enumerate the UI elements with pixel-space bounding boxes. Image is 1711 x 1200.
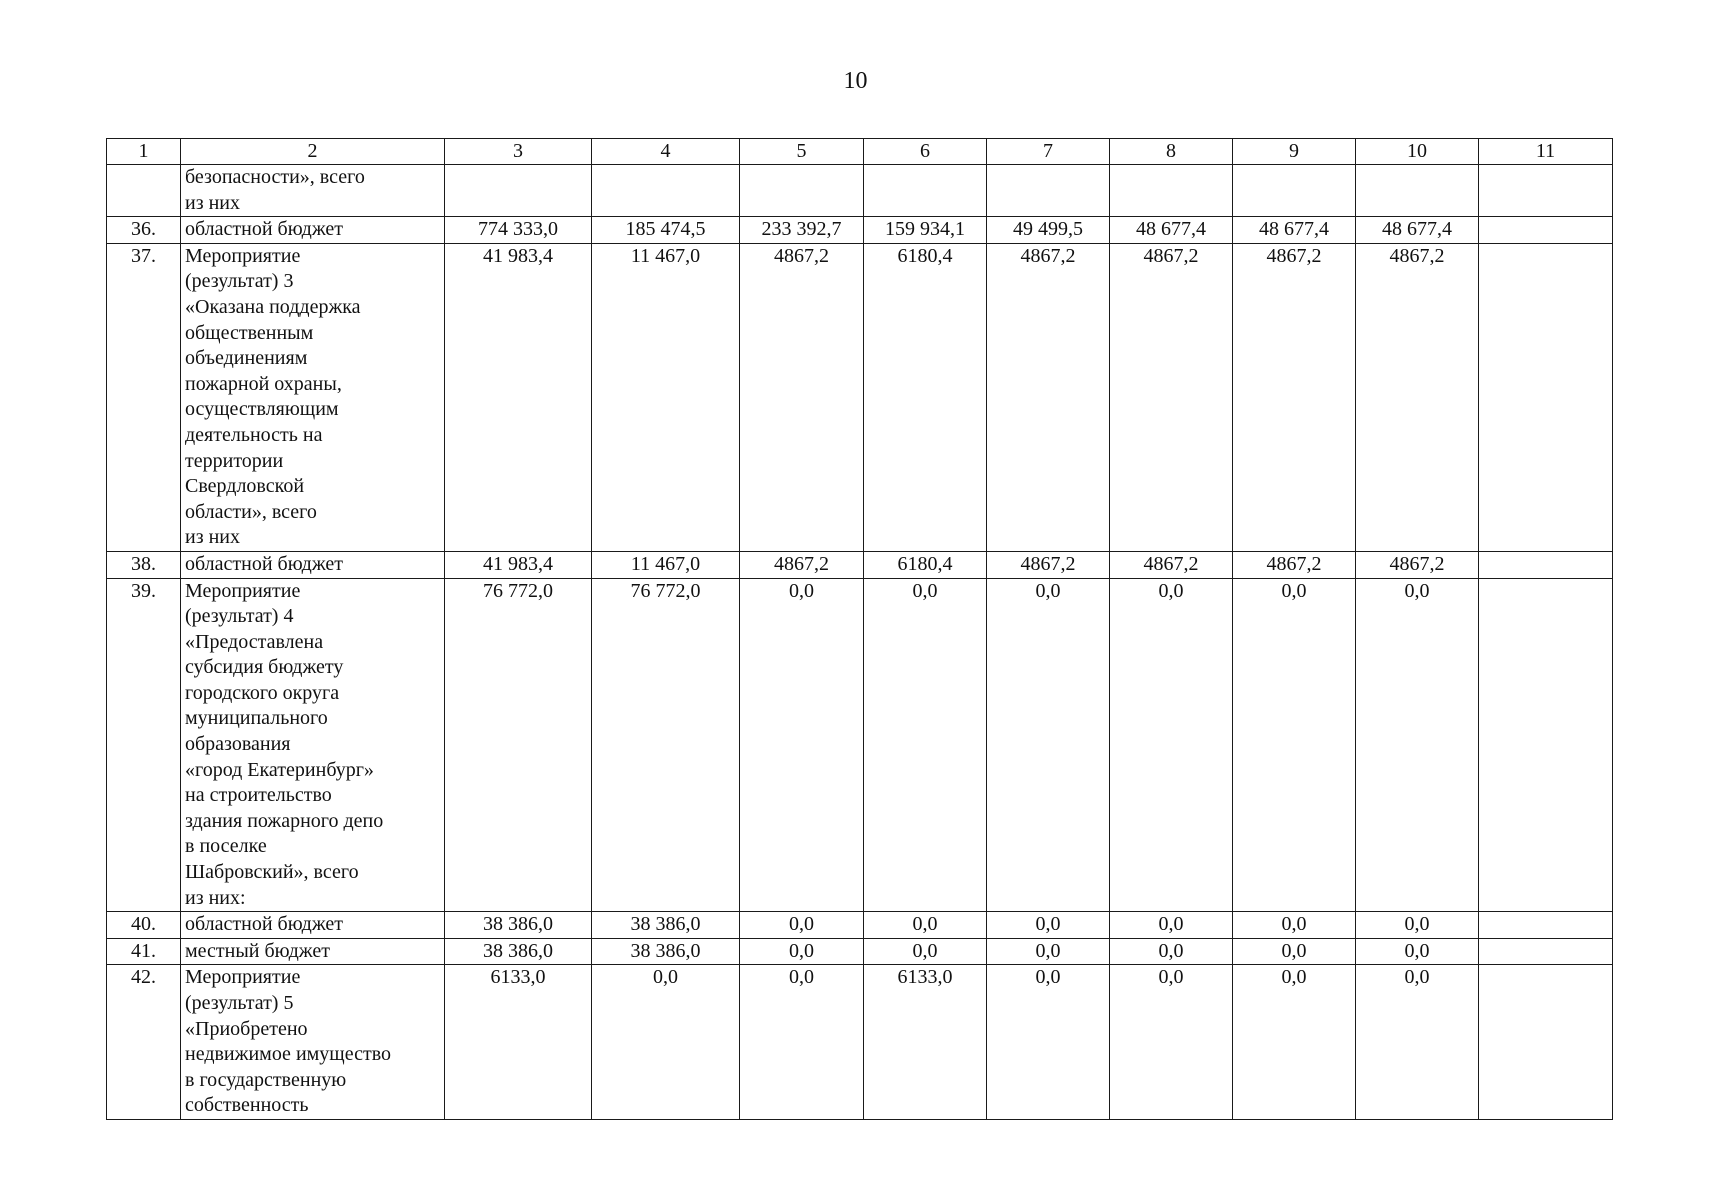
row-label-cell <box>181 965 445 1120</box>
row-label-text: областной бюджет <box>185 218 344 241</box>
value-cell-col-5: 233 392,7 <box>740 217 864 244</box>
column-number-row <box>107 139 1613 165</box>
value-cell-col-11 <box>1479 165 1613 217</box>
column-number-cell: 5 <box>740 139 864 165</box>
value-cell-col-8: 48 677,4 <box>1110 217 1233 244</box>
row-label-cell <box>181 938 445 965</box>
value-cell-col-6: 6180,4 <box>864 243 987 551</box>
value-cell-col-10: 48 677,4 <box>1356 217 1479 244</box>
value-cell-col-6 <box>864 165 987 217</box>
value-cell-col-10: 4867,2 <box>1356 551 1479 578</box>
value-cell-col-3: 41 983,4 <box>445 243 592 551</box>
column-number-cell: 6 <box>864 139 987 165</box>
column-number-cell: 2 <box>181 139 445 165</box>
value-cell-col-5 <box>740 165 864 217</box>
value-cell-col-3: 38 386,0 <box>445 912 592 939</box>
value-cell-col-9: 48 677,4 <box>1233 217 1356 244</box>
value-cell-col-4: 76 772,0 <box>592 578 740 912</box>
value-cell-col-4 <box>592 165 740 217</box>
value-cell-col-7: 4867,2 <box>987 243 1110 551</box>
value-cell-col-11 <box>1479 965 1613 1120</box>
value-cell-col-5: 4867,2 <box>740 243 864 551</box>
column-number-cell: 4 <box>592 139 740 165</box>
column-number-cell: 10 <box>1356 139 1479 165</box>
value-cell-col-4: 11 467,0 <box>592 551 740 578</box>
row-label-cell <box>181 243 445 551</box>
value-cell-col-3: 6133,0 <box>445 965 592 1120</box>
value-cell-col-5: 0,0 <box>740 578 864 912</box>
value-cell-col-11 <box>1479 551 1613 578</box>
value-cell-col-4: 185 474,5 <box>592 217 740 244</box>
value-cell-col-6: 6180,4 <box>864 551 987 578</box>
value-cell-col-3: 76 772,0 <box>445 578 592 912</box>
column-number-cell: 7 <box>987 139 1110 165</box>
value-cell-col-4: 38 386,0 <box>592 912 740 939</box>
value-cell-col-5: 4867,2 <box>740 551 864 578</box>
value-cell-col-9: 4867,2 <box>1233 243 1356 551</box>
row-label-text: Мероприятие (результат) 5 «Приобретено недвижимое имущество в государственную собственность <box>185 966 391 1117</box>
row-label-text: безопасности», всего из них <box>185 166 365 214</box>
row-label-cell <box>181 578 445 912</box>
row-label-cell <box>181 912 445 939</box>
value-cell-col-7 <box>987 165 1110 217</box>
row-number-cell: 39. <box>107 578 181 912</box>
table-row <box>107 912 1613 939</box>
value-cell-col-11 <box>1479 217 1613 244</box>
column-number-cell: 1 <box>107 139 181 165</box>
value-cell-col-9: 4867,2 <box>1233 551 1356 578</box>
value-cell-col-8 <box>1110 165 1233 217</box>
value-cell-col-7: 49 499,5 <box>987 217 1110 244</box>
value-cell-col-8: 4867,2 <box>1110 243 1233 551</box>
value-cell-col-7: 0,0 <box>987 912 1110 939</box>
row-number-cell: 36. <box>107 217 181 244</box>
column-number-cell: 3 <box>445 139 592 165</box>
value-cell-col-9: 0,0 <box>1233 965 1356 1120</box>
value-cell-col-10 <box>1356 165 1479 217</box>
value-cell-col-10: 0,0 <box>1356 938 1479 965</box>
value-cell-col-9: 0,0 <box>1233 578 1356 912</box>
value-cell-col-4: 11 467,0 <box>592 243 740 551</box>
value-cell-col-5: 0,0 <box>740 965 864 1120</box>
value-cell-col-4: 0,0 <box>592 965 740 1120</box>
value-cell-col-6: 0,0 <box>864 912 987 939</box>
table-row <box>107 938 1613 965</box>
budget-table <box>106 138 1613 1120</box>
value-cell-col-10: 0,0 <box>1356 912 1479 939</box>
value-cell-col-3: 38 386,0 <box>445 938 592 965</box>
row-label-text: Мероприятие (результат) 4 «Предоставлена субсидия бюджету городского округа муниципального образования «город Екатеринбург» на строительство здания пожарного депо в поселке Шабровский», всего из них: <box>185 579 384 909</box>
row-label-text: местный бюджет <box>185 939 330 962</box>
value-cell-col-8: 0,0 <box>1110 578 1233 912</box>
value-cell-col-3: 774 333,0 <box>445 217 592 244</box>
value-cell-col-11 <box>1479 243 1613 551</box>
table-row <box>107 965 1613 1120</box>
value-cell-col-5: 0,0 <box>740 912 864 939</box>
value-cell-col-8: 0,0 <box>1110 912 1233 939</box>
table-row <box>107 243 1613 551</box>
value-cell-col-6: 0,0 <box>864 578 987 912</box>
column-number-cell: 8 <box>1110 139 1233 165</box>
value-cell-col-9: 0,0 <box>1233 912 1356 939</box>
table-row <box>107 217 1613 244</box>
column-number-cell: 11 <box>1479 139 1613 165</box>
value-cell-col-5: 0,0 <box>740 938 864 965</box>
row-label-cell <box>181 217 445 244</box>
row-number-cell <box>107 165 181 217</box>
row-number-cell: 41. <box>107 938 181 965</box>
row-number-cell: 42. <box>107 965 181 1120</box>
value-cell-col-6: 6133,0 <box>864 965 987 1120</box>
row-number-cell: 38. <box>107 551 181 578</box>
value-cell-col-7: 0,0 <box>987 578 1110 912</box>
value-cell-col-9: 0,0 <box>1233 938 1356 965</box>
row-label-text: Мероприятие (результат) 3 «Оказана поддержка общественным объединениям пожарной охраны, осуществляющим деятельность на территории Свердловской области», всего из них <box>185 244 361 549</box>
row-label-cell <box>181 551 445 578</box>
row-number-cell: 40. <box>107 912 181 939</box>
value-cell-col-10: 0,0 <box>1356 965 1479 1120</box>
value-cell-col-7: 0,0 <box>987 938 1110 965</box>
row-label-text: областной бюджет <box>185 913 344 936</box>
page-number: 10 <box>843 68 868 94</box>
column-number-cell: 9 <box>1233 139 1356 165</box>
value-cell-col-7: 0,0 <box>987 965 1110 1120</box>
value-cell-col-11 <box>1479 912 1613 939</box>
table-row <box>107 165 1613 217</box>
value-cell-col-3: 41 983,4 <box>445 551 592 578</box>
value-cell-col-10: 0,0 <box>1356 578 1479 912</box>
value-cell-col-8: 0,0 <box>1110 965 1233 1120</box>
value-cell-col-8: 4867,2 <box>1110 551 1233 578</box>
value-cell-col-9 <box>1233 165 1356 217</box>
value-cell-col-8: 0,0 <box>1110 938 1233 965</box>
value-cell-col-11 <box>1479 578 1613 912</box>
value-cell-col-4: 38 386,0 <box>592 938 740 965</box>
row-label-text: областной бюджет <box>185 552 344 575</box>
table-row <box>107 551 1613 578</box>
table-row <box>107 578 1613 912</box>
row-label-cell <box>181 165 445 217</box>
row-number-cell: 37. <box>107 243 181 551</box>
value-cell-col-6: 159 934,1 <box>864 217 987 244</box>
value-cell-col-7: 4867,2 <box>987 551 1110 578</box>
value-cell-col-11 <box>1479 938 1613 965</box>
value-cell-col-3 <box>445 165 592 217</box>
value-cell-col-6: 0,0 <box>864 938 987 965</box>
value-cell-col-10: 4867,2 <box>1356 243 1479 551</box>
